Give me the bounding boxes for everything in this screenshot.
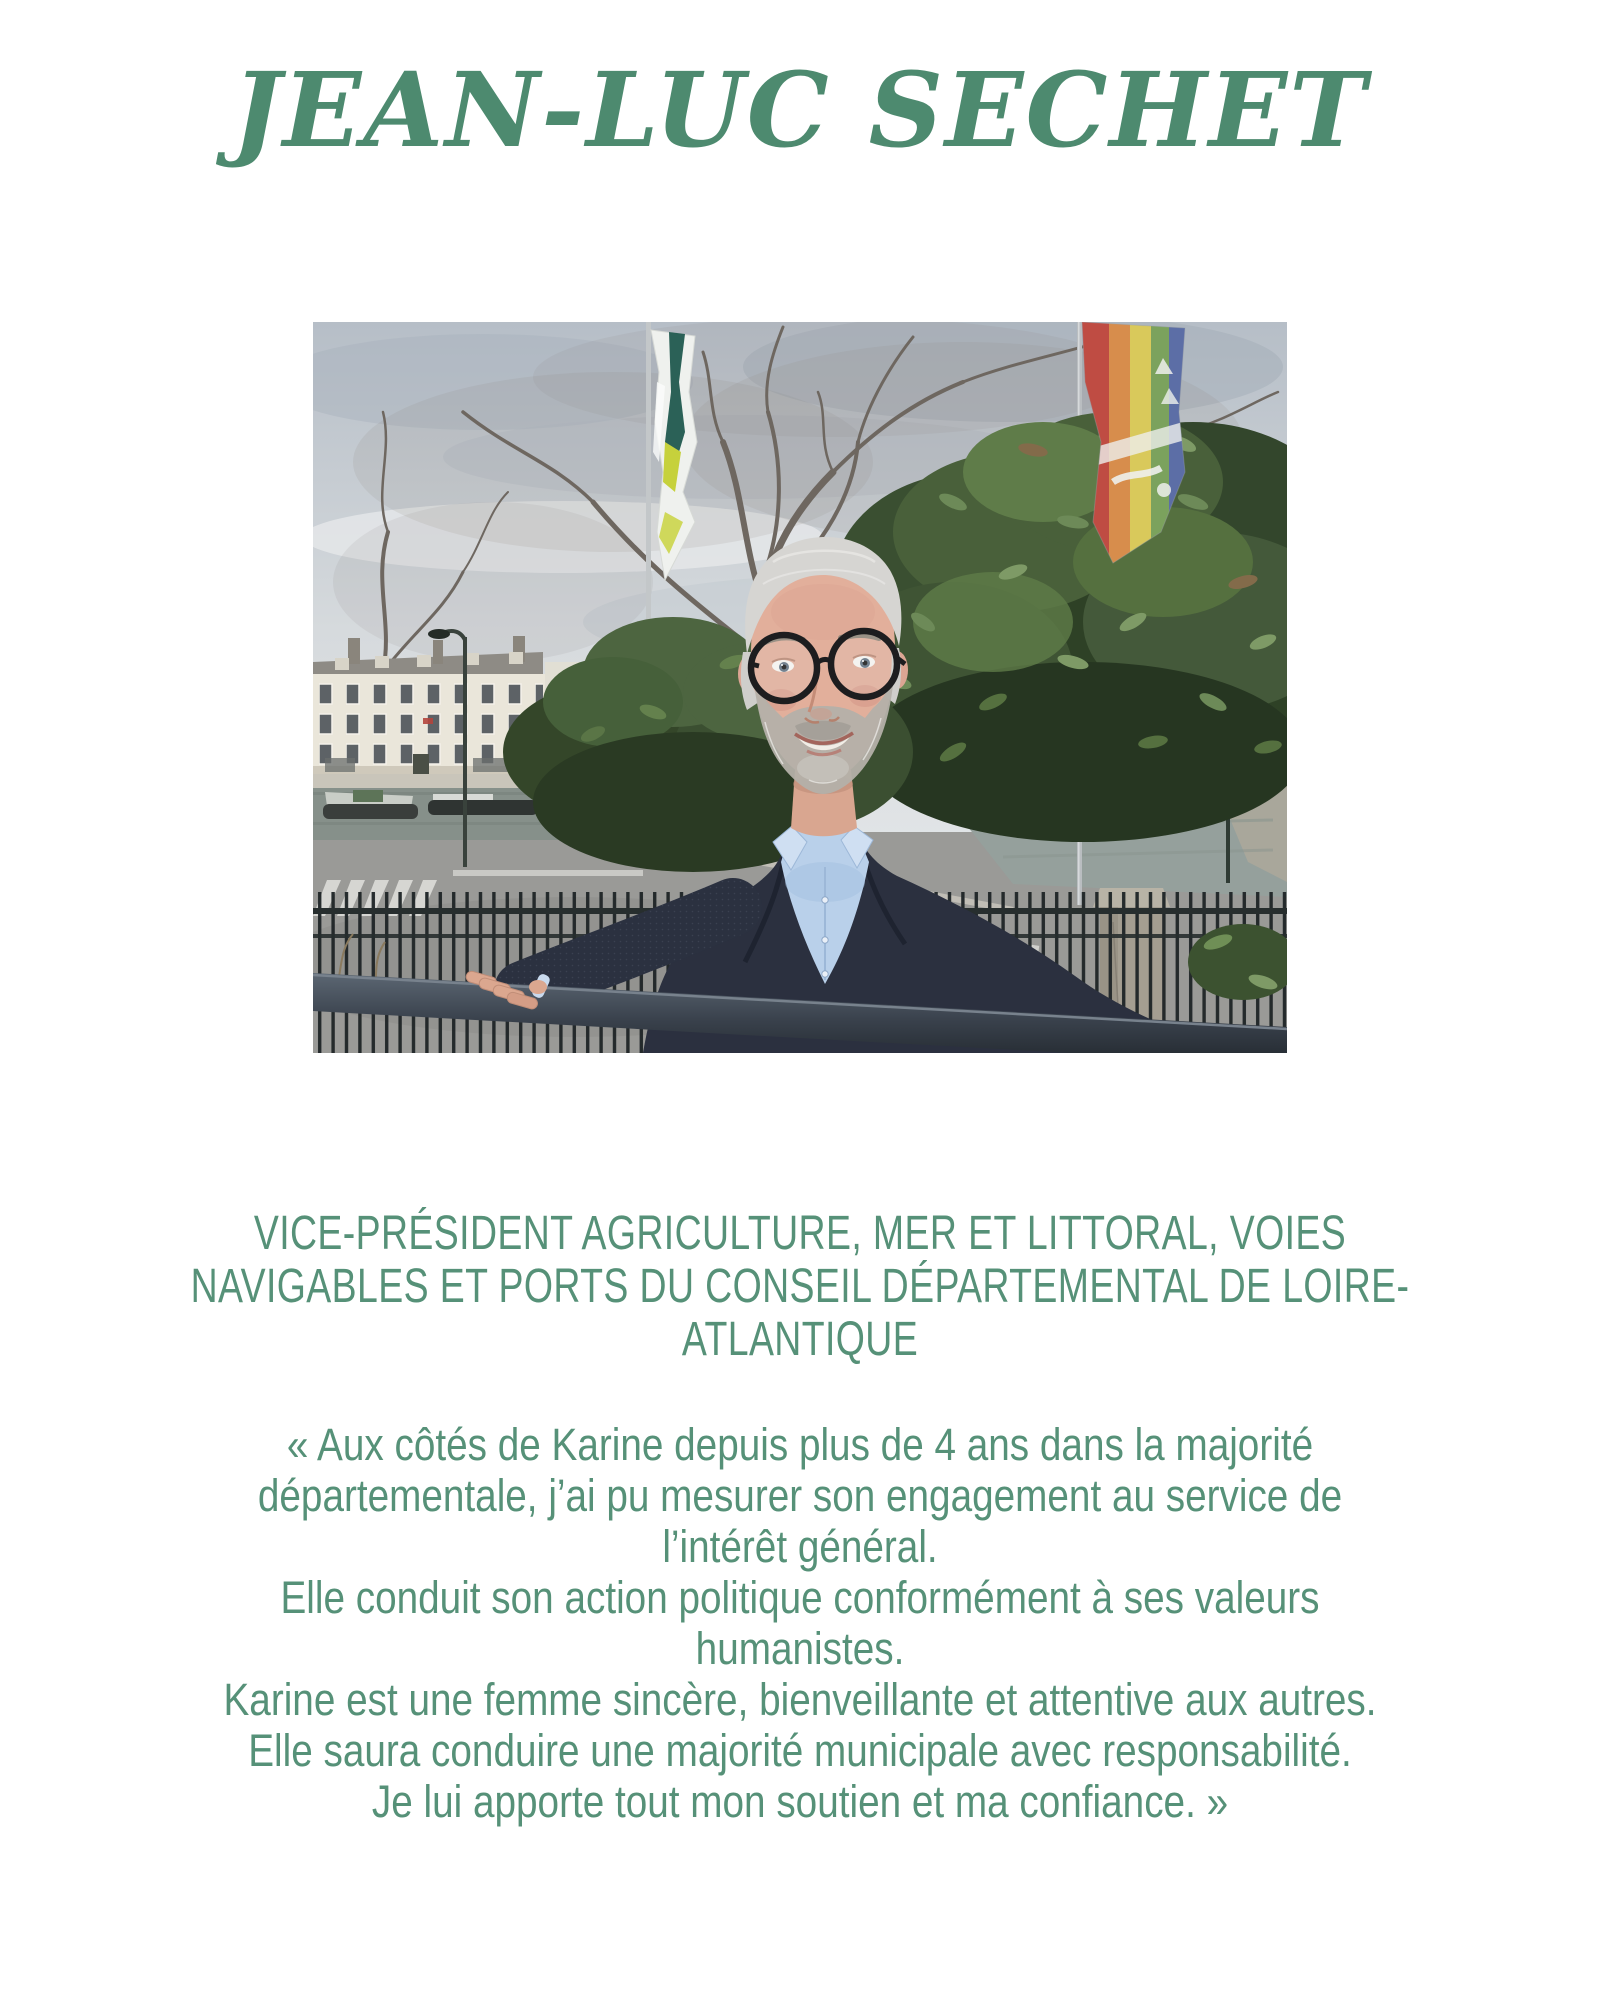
subtitle-line: VICE-PRÉSIDENT AGRICULTURE, MER ET LITTORAL, VOIES <box>253 1207 1347 1260</box>
subtitle-line: NAVIGABLES ET PORTS DU CONSEIL DÉPARTEMENTAL DE LOIRE- <box>190 1260 1410 1313</box>
quote-line: Karine est une femme sincère, bienveillante et attentive aux autres. <box>223 1674 1377 1725</box>
endorsement-quote <box>0 1419 1600 1827</box>
quote-line: Elle conduit son action politique conformément à ses valeurs <box>280 1572 1320 1623</box>
subtitle-line: ATLANTIQUE <box>681 1313 919 1366</box>
role-subtitle <box>0 1207 1600 1366</box>
portrait-photo-illustration <box>313 322 1287 1053</box>
portrait-photo <box>313 322 1287 1053</box>
quote-line: Elle saura conduire une majorité municipale avec responsabilité. <box>248 1725 1352 1776</box>
quote-line: « Aux côtés de Karine depuis plus de 4 ans dans la majorité <box>286 1419 1314 1470</box>
page-title: JEAN-LUC SECHET <box>232 50 1368 171</box>
stop-line <box>453 870 643 876</box>
quote-line: humanistes. <box>695 1623 905 1674</box>
quote-line: départementale, j’ai pu mesurer son engagement au service de <box>257 1470 1343 1521</box>
quote-line: l’intérêt général. <box>662 1521 938 1572</box>
quote-line: Je lui apporte tout mon soutien et ma confiance. » <box>371 1776 1229 1827</box>
